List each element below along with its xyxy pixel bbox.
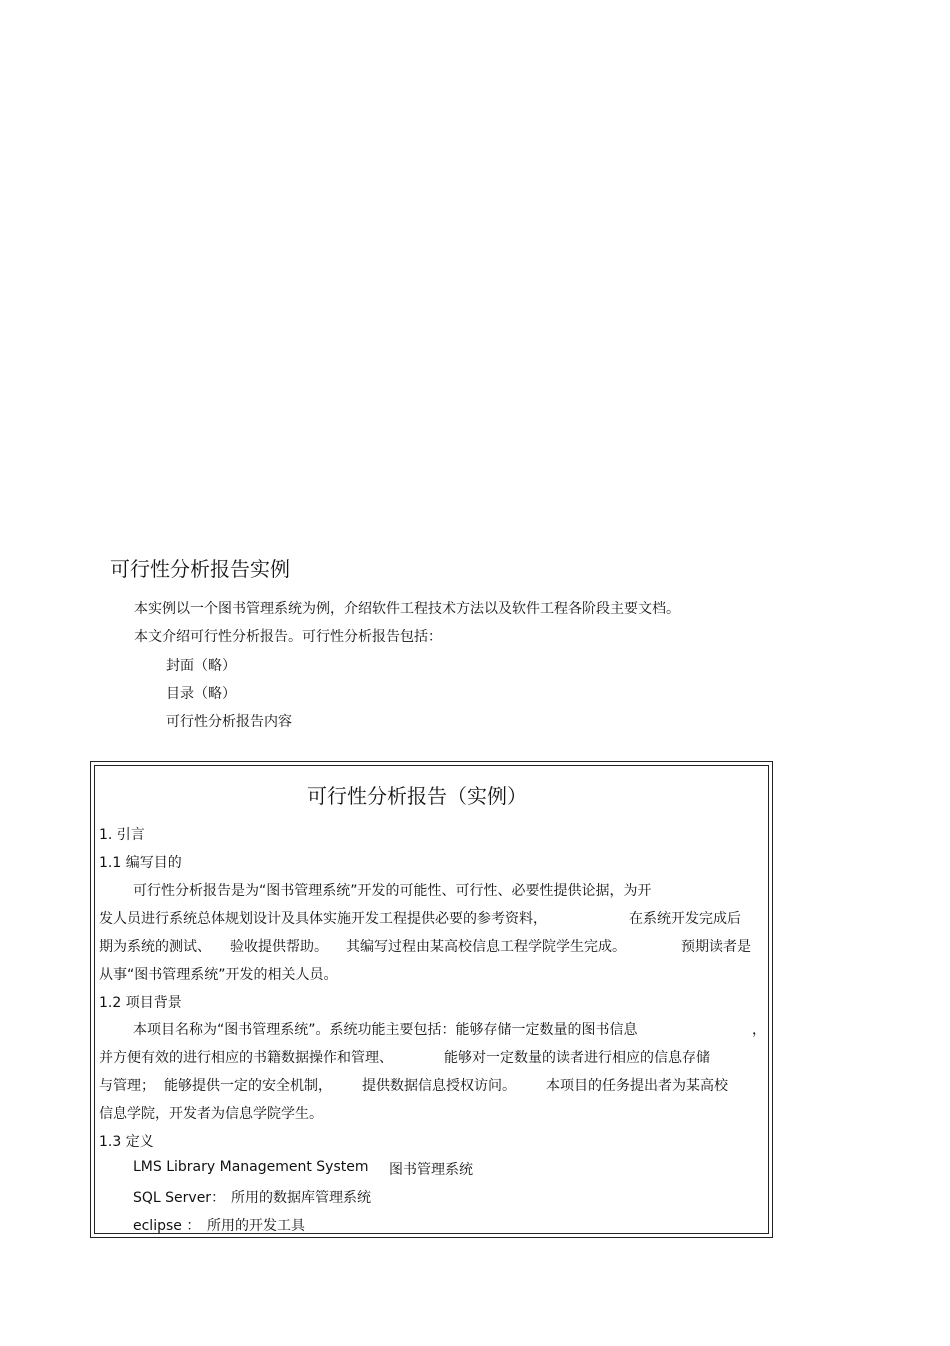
- section-1-2-heading: 1.2 项目背景: [99, 995, 182, 1011]
- purpose-line-3d: 预期读者是: [681, 939, 751, 955]
- background-line-4: 信息学院，开发者为信息学院学生。: [99, 1106, 323, 1122]
- background-line-2a: 并方便有效的进行相应的书籍数据操作和管理、: [99, 1050, 393, 1066]
- contents-item-cover: 封面（略）: [166, 658, 236, 674]
- definition-term-lms: LMS Library Management System: [133, 1159, 369, 1175]
- intro-line-1: 本实例以一个图书管理系统为例，介绍软件工程技术方法以及软件工程各阶段主要文档。: [134, 601, 680, 617]
- purpose-line-1: 可行性分析报告是为“图书管理系统”开发的可能性、可行性、必要性提供论据，为开: [133, 883, 652, 899]
- contents-item-report: 可行性分析报告内容: [166, 714, 292, 730]
- purpose-line-3a: 期为系统的测试、: [99, 939, 211, 955]
- definition-term-sqlserver: SQL Server：: [133, 1190, 226, 1206]
- background-line-1b: ，: [752, 1022, 766, 1038]
- definition-desc-eclipse: 所用的开发工具: [207, 1218, 305, 1234]
- purpose-line-3c: 其编写过程由某高校信息工程学院学生完成。: [346, 939, 626, 955]
- background-line-3b: 能够提供一定的安全机制，: [164, 1078, 332, 1094]
- background-line-3d: 本项目的任务提出者为某高校: [546, 1078, 728, 1094]
- purpose-line-2a: 发人员进行系统总体规划设计及具体实施开发工程提供必要的参考资料，: [99, 911, 547, 927]
- background-line-3c: 提供数据信息授权访问。: [362, 1078, 516, 1094]
- background-line-3a: 与管理；: [99, 1078, 155, 1094]
- intro-line-2: 本文介绍可行性分析报告。可行性分析报告包括：: [134, 629, 442, 645]
- definition-desc-lms: 图书管理系统: [389, 1162, 473, 1178]
- background-line-1a: 本项目名称为“图书管理系统”。系统功能主要包括：能够存储一定数量的图书信息: [133, 1022, 638, 1038]
- report-title: 可行性分析报告（实例）: [307, 784, 527, 808]
- section-1-3-heading: 1.3 定义: [99, 1134, 154, 1150]
- purpose-line-2b: 在系统开发完成后: [629, 911, 741, 927]
- section-1-1-heading: 1.1 编写目的: [99, 855, 182, 871]
- section-1-heading: 1. 引言: [99, 827, 145, 843]
- purpose-line-3b: 验收提供帮助。: [230, 939, 328, 955]
- page-title: 可行性分析报告实例: [110, 557, 290, 581]
- definition-desc-sqlserver: 所用的数据库管理系统: [231, 1190, 371, 1206]
- purpose-line-4: 从事“图书管理系统”开发的相关人员。: [99, 967, 338, 983]
- background-line-2b: 能够对一定数量的读者进行相应的信息存储: [444, 1050, 710, 1066]
- definition-term-eclipse: eclipse ：: [133, 1218, 201, 1234]
- contents-item-toc: 目录（略）: [166, 686, 236, 702]
